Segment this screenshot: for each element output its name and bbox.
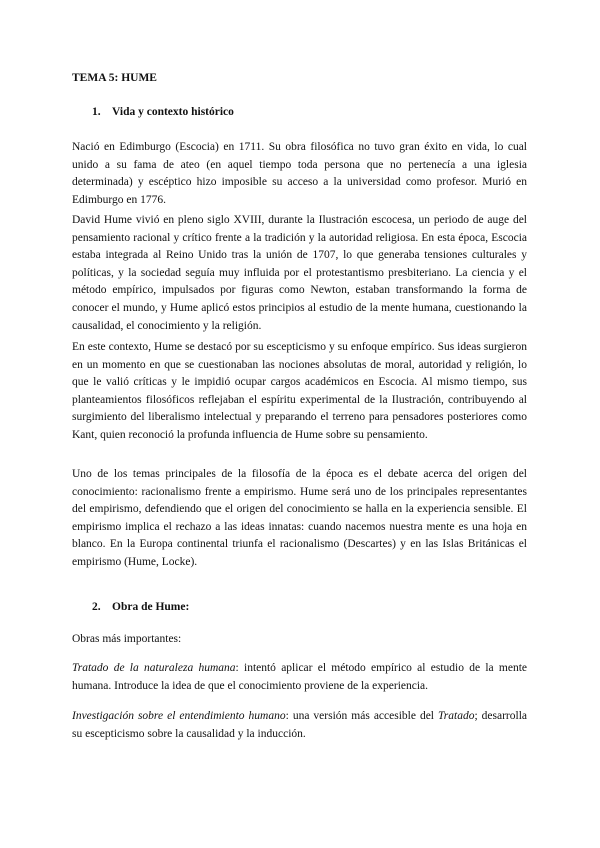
work-description: una versión más accesible del — [288, 710, 439, 722]
paragraph-biografia: Nació en Edimburgo (Escocia) en 1711. Su obra filosófica no tuvo gran éxito en vida, lo cual unido a su fama de ateo (en aquel tiempo toda persona que no pertenecía a una iglesia determinada) y escéptico hizo imposible su acceso a la universidad como profesor. Murió en Edimburgo en 1776. — [72, 141, 527, 206]
section-heading-obra — [92, 599, 189, 615]
work-description-cont: ; desarrolla su escepticismo sobre la causalidad y la inducción. — [72, 710, 527, 740]
works-intro: Obras más importantes: — [72, 633, 182, 645]
section-number: 1. — [92, 106, 101, 118]
section-title: Obra de Hume: — [112, 601, 190, 613]
work-title: Tratado de la naturaleza humana — [72, 662, 236, 674]
section-title: Vida y contexto histórico — [112, 106, 234, 118]
paragraph-escepticismo: En este contexto, Hume se destacó por su escepticismo y su enfoque empírico. Sus ideas surgieron en un momento en que se cuestionaban las nociones absolutas de moral, autoridad y religión, lo que le valió críticas y le impidió ocupar cargos académicos en Escocia. Al mismo tiempo, sus planteamientos filosóficos reflejaban el espíritu experimental de la Ilustración, contribuyendo al surgimiento del liberalismo intelectual y preparando el terreno para pensadores posteriores como Kant, quien reconoció la profunda influencia de Hume sobre su pensamiento. — [72, 341, 527, 441]
work-description: intentó aplicar el método empírico al estudio de la mente humana. Introduce la idea de que el conocimiento proviene de la experiencia. — [72, 662, 527, 692]
section-heading-vida — [92, 104, 234, 120]
paragraph-contexto: David Hume vivió en pleno siglo XVIII, durante la Ilustración escocesa, un periodo de auge del pensamiento racional y crítico frente a la tradición y la autoridad religiosa. En esta época, Escocia estaba integrada al Reino Unido tras la unión de 1707, lo que generaba tensiones culturales y políticas, y la sociedad seguía muy influida por el protestantismo presbiteriano. La ciencia y el método empírico, impulsados por figuras como Newton, estaban transformando la forma de conocer el mundo, y Hume aplicó estos principios al estudio de la mente humana, cuestionando la causalidad, el conocimiento y la religión. — [72, 214, 527, 332]
work-separator: : — [235, 662, 239, 674]
work-item-investigacion — [72, 708, 527, 743]
paragraph-empirismo: Uno de los temas principales de la filosofía de la época es el debate acerca del origen del conocimiento: racionalismo frente a empirismo. Hume será uno de los principales representantes del empirismo, defendiendo que el origen del conocimiento se halla en la experiencia sensible. El empirismo implica el rechazo a las ideas innatas: cuando nacemos nuestra mente es una hoja en blanco. En la Europa continental triunfa el racionalismo (Descartes) y en las Islas Británicas el empirismo (Hume, Locke). — [72, 468, 527, 568]
work-separator: : — [285, 710, 289, 722]
work-item-tratado — [72, 660, 527, 695]
work-title: Investigación sobre el entendimiento humano — [72, 710, 286, 722]
work-reference: Tratado — [438, 710, 475, 722]
section-number: 2. — [92, 601, 101, 613]
document-title: TEMA 5: HUME — [72, 72, 157, 84]
